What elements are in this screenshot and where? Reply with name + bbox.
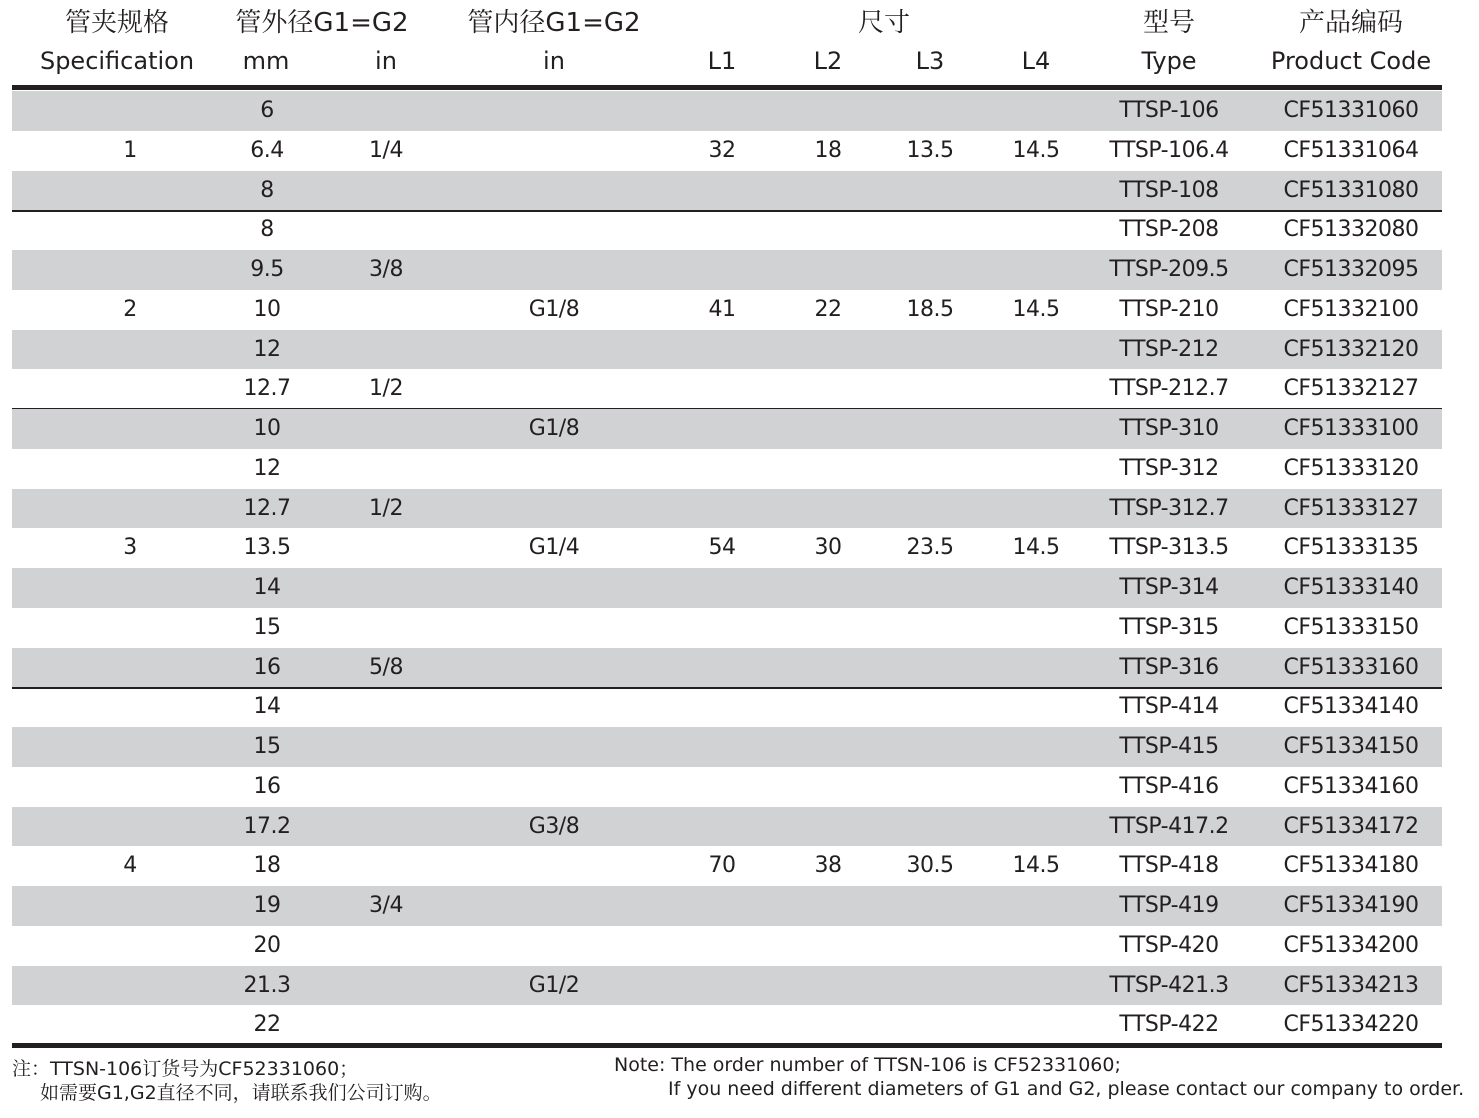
cell-product-code: CF51331064 [1283,137,1419,163]
note-en-line1: Note: The order number of TTSN-106 is CF52331060; [614,1054,1121,1076]
cell-l3: 23.5 [906,535,954,561]
cell-type: TTSP-417.2 [1109,813,1229,839]
cell-product-code: CF51332080 [1283,217,1419,243]
cell-outer-diameter-mm: 6 [260,98,274,123]
table-row [12,210,1442,250]
cell-outer-diameter-mm: 10 [253,416,281,441]
cell-l2: 18 [814,137,842,163]
cell-spec: 4 [123,853,137,879]
cell-l2: 22 [814,296,842,322]
cell-outer-diameter-mm: 21.3 [243,972,291,998]
cell-product-code: CF51333140 [1283,575,1419,600]
cell-product-code: CF51333120 [1283,455,1419,481]
cell-l2: 30 [814,535,842,561]
table-row [12,608,1442,648]
cell-product-code: CF51333100 [1283,416,1419,441]
table-row [12,489,1442,529]
cell-type: TTSP-212.7 [1109,376,1229,402]
cell-product-code: CF51332120 [1283,336,1419,362]
header-od-in: in [375,47,397,75]
table-row [12,807,1442,847]
cell-type: TTSP-420 [1119,932,1219,958]
cell-type: TTSP-415 [1119,734,1219,759]
cell-type: TTSP-310 [1119,416,1219,441]
cell-l4: 14.5 [1012,853,1060,879]
cell-inner-diameter-in: G1/4 [528,535,580,561]
cell-type: TTSP-419 [1119,893,1219,918]
table-body [12,91,1442,1045]
cell-outer-diameter-mm: 13.5 [243,535,291,561]
cell-product-code: CF51333160 [1283,654,1419,680]
cell-type: TTSP-210 [1119,296,1219,322]
table-row [12,846,1442,886]
cell-inner-diameter-in: G1/8 [528,296,580,322]
cell-outer-diameter-in: 1/2 [369,376,403,402]
note-cn-line2: 如需要G1,G2直径不同，请联系我们公司订购。 [40,1082,442,1104]
cell-type: TTSP-414 [1119,694,1219,720]
cell-l1: 70 [708,853,736,879]
cell-product-code: CF51331080 [1283,177,1419,203]
cell-product-code: CF51334160 [1283,773,1419,799]
cell-l1: 54 [708,535,736,561]
table-row [12,687,1442,727]
cell-product-code: CF51333127 [1283,495,1419,521]
cell-outer-diameter-mm: 12 [253,336,281,362]
header-od-mm: mm [242,47,290,75]
cell-type: TTSP-314 [1119,575,1219,600]
cell-outer-diameter-in: 1/4 [369,137,403,163]
header-rule [12,85,1442,90]
cell-outer-diameter-mm: 6.4 [250,137,284,163]
table-row [12,966,1442,1006]
cell-l3: 30.5 [906,853,954,879]
table-row [12,568,1442,608]
header-l3: L3 [915,47,945,75]
header-product-code-en: Product Code [1270,47,1432,75]
table-row [12,409,1442,449]
cell-outer-diameter-mm: 10 [253,296,281,322]
header-id-in: in [543,47,565,75]
header-type-cn: 型号 [1142,8,1196,38]
cell-outer-diameter-mm: 18 [253,853,281,879]
cell-l3: 18.5 [906,296,954,322]
cell-product-code: CF51334172 [1283,813,1419,839]
cell-product-code: CF51332095 [1283,257,1419,282]
header-l4: L4 [1021,47,1051,75]
table-row [12,926,1442,966]
cell-type: TTSP-212 [1119,336,1219,362]
cell-type: TTSP-312 [1119,455,1219,481]
cell-product-code: CF51334150 [1283,734,1419,759]
table-row [12,1005,1442,1045]
cell-product-code: CF51334213 [1283,972,1419,998]
cell-outer-diameter-mm: 15 [253,614,281,640]
cell-outer-diameter-mm: 17.2 [243,813,291,839]
cell-outer-diameter-in: 1/2 [369,495,403,521]
cell-outer-diameter-mm: 12 [253,455,281,481]
header-l2: L2 [813,47,843,75]
header-dimensions-cn: 尺寸 [857,8,911,38]
header-type-en: Type [1141,47,1197,75]
cell-product-code: CF51332100 [1283,296,1419,322]
cell-outer-diameter-mm: 16 [253,773,281,799]
cell-type: TTSP-108 [1119,177,1219,203]
cell-type: TTSP-422 [1119,1012,1219,1038]
cell-type: TTSP-208 [1119,217,1219,243]
cell-type: TTSP-316 [1119,654,1219,680]
cell-outer-diameter-mm: 14 [253,694,281,720]
note-cn-line1: 注：TTSN-106订货号为CF52331060； [12,1058,359,1080]
cell-type: TTSP-416 [1119,773,1219,799]
header-l1: L1 [707,47,737,75]
cell-inner-diameter-in: G1/8 [528,416,580,441]
cell-outer-diameter-mm: 19 [253,893,281,918]
table-row [12,449,1442,489]
note-en-line2: If you need different diameters of G1 and G2, please contact our company to order. [668,1078,1465,1100]
cell-type: TTSP-312.7 [1109,495,1229,521]
cell-product-code: CF51331060 [1283,98,1419,123]
cell-type: TTSP-313.5 [1109,535,1229,561]
table-row [12,767,1442,807]
cell-outer-diameter-mm: 12.7 [243,495,291,521]
cell-type: TTSP-418 [1119,853,1219,879]
cell-product-code: CF51332127 [1283,376,1419,402]
table-row [12,330,1442,370]
table-row [12,528,1442,568]
cell-spec: 2 [123,296,137,322]
cell-outer-diameter-mm: 12.7 [243,376,291,402]
cell-l1: 32 [708,137,736,163]
header-inner-diameter-cn: 管内径G1=G2 [467,8,641,38]
cell-inner-diameter-in: G3/8 [528,813,580,839]
table-row [12,250,1442,290]
table-row [12,369,1442,409]
cell-product-code: CF51334180 [1283,853,1419,879]
cell-l1: 41 [708,296,736,322]
cell-outer-diameter-mm: 8 [260,177,274,203]
cell-outer-diameter-in: 5/8 [369,654,403,680]
cell-type: TTSP-106.4 [1109,137,1229,163]
cell-product-code: CF51334200 [1283,932,1419,958]
cell-outer-diameter-mm: 16 [253,654,281,680]
cell-l2: 38 [814,853,842,879]
table-row [12,648,1442,688]
cell-outer-diameter-mm: 22 [253,1012,281,1038]
cell-product-code: CF51333150 [1283,614,1419,640]
header-outer-diameter-cn: 管外径G1=G2 [235,8,409,38]
header-product-code-cn: 产品编码 [1298,8,1404,38]
cell-l3: 13.5 [906,137,954,163]
table-row [12,131,1442,171]
cell-type: TTSP-315 [1119,614,1219,640]
cell-product-code: CF51334220 [1283,1012,1419,1038]
table-row [12,886,1442,926]
cell-outer-diameter-mm: 9.5 [250,257,284,282]
cell-spec: 3 [123,535,137,561]
cell-product-code: CF51334190 [1283,893,1419,918]
cell-outer-diameter-mm: 8 [260,217,274,243]
table-row [12,727,1442,767]
cell-type: TTSP-421.3 [1109,972,1229,998]
cell-product-code: CF51333135 [1283,535,1419,561]
header-spec-cn: 管夹规格 [64,8,170,38]
cell-outer-diameter-mm: 15 [253,734,281,759]
cell-outer-diameter-in: 3/8 [369,257,403,282]
table-row [12,171,1442,211]
cell-type: TTSP-209.5 [1109,257,1229,282]
cell-l4: 14.5 [1012,535,1060,561]
cell-inner-diameter-in: G1/2 [528,972,580,998]
cell-product-code: CF51334140 [1283,694,1419,720]
cell-outer-diameter-mm: 20 [253,932,281,958]
cell-outer-diameter-mm: 14 [253,575,281,600]
cell-l4: 14.5 [1012,137,1060,163]
cell-spec: 1 [123,137,137,163]
header-spec-en: Specification [39,47,195,75]
cell-outer-diameter-in: 3/4 [369,893,403,918]
cell-l4: 14.5 [1012,296,1060,322]
table-row [12,290,1442,330]
table-row [12,91,1442,131]
cell-type: TTSP-106 [1119,98,1219,123]
